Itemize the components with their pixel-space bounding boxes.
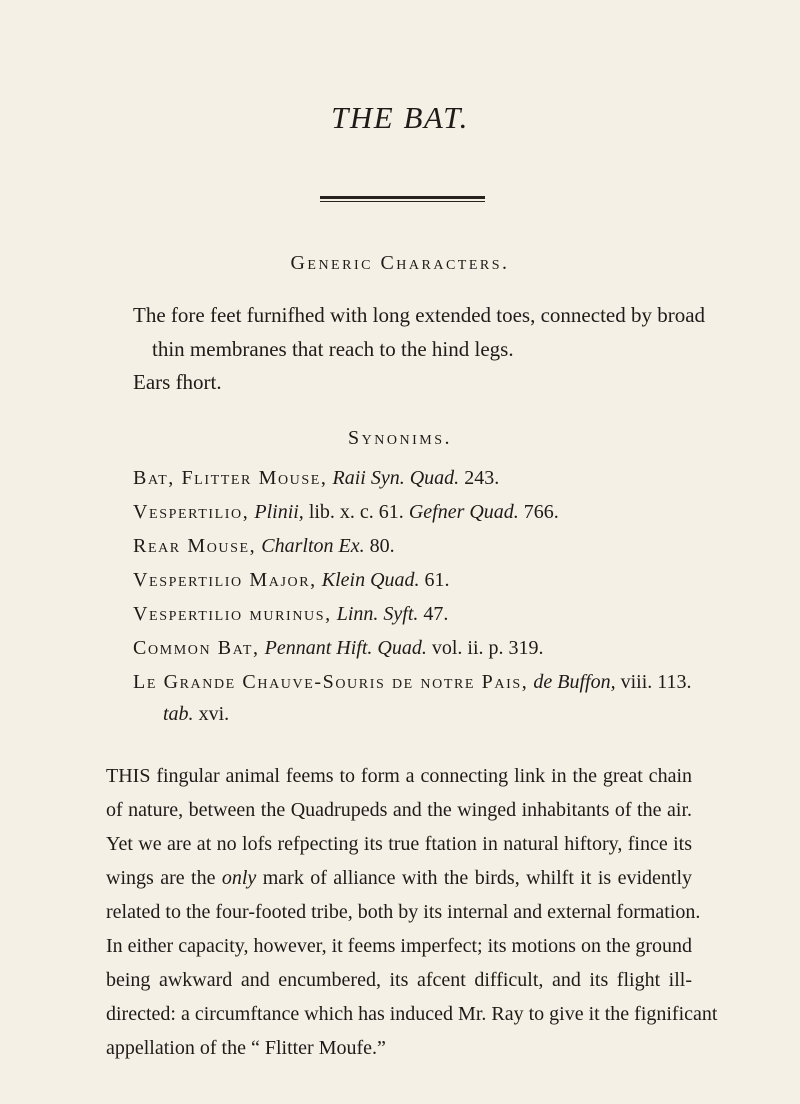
synonym-author: Klein Quad. (321, 569, 420, 591)
synonym-ref: 61. (424, 569, 450, 591)
synonym-entry (163, 704, 229, 724)
body-line-4 (106, 868, 692, 888)
synonym-ref: 80. (369, 535, 395, 557)
synonym-author: Linn. Syft. (336, 603, 419, 625)
generic-characters-heading: Generic Characters. (290, 252, 510, 274)
body-line-7: being awkward and encumbered, its afcent difficult, and its flight ill- (106, 969, 692, 991)
synonym-entry (133, 672, 692, 692)
synonym-author: Charlton Ex. (261, 535, 365, 557)
page-title: THE BAT. (331, 100, 469, 135)
synonym-entry (133, 570, 450, 590)
synonims-heading: Synonims. (348, 427, 452, 449)
generic-line-3: Ears fhort. (133, 370, 222, 394)
synonym-name: Vespertilio Major, (133, 569, 317, 591)
body-line-1: THIS fingular animal feems to form a connecting link in the great chain (106, 765, 692, 787)
synonym-author: de Buffon, (533, 671, 616, 693)
synonym-author: tab. (163, 703, 194, 725)
synonym-entry (133, 502, 559, 522)
synonym-entry (133, 468, 499, 488)
synonym-name: Vespertilio murinus, (133, 603, 332, 625)
synonym-name: Common Bat, (133, 637, 260, 659)
synonym-entry (133, 604, 448, 624)
synonym-name: Vespertilio, (133, 501, 250, 523)
generic-line-2: thin membranes that reach to the hind legs. (152, 337, 514, 361)
synonym-ref: lib. x. c. 61. (308, 501, 404, 523)
body-line-4-emphasis: only (221, 867, 257, 889)
title-rule-thin (320, 201, 485, 202)
body-line-4-part-2: mark of alliance with the birds, whilft it is evidently (262, 867, 693, 889)
body-line-3: Yet we are at no lofs refpecting its true ftation in natural hiftory, fince its (106, 833, 692, 855)
body-line-5: related to the four-footed tribe, both by its internal and external formation. (106, 901, 701, 923)
synonym-name: Rear Mouse, (133, 535, 257, 557)
body-line-8: directed: a circumftance which has induced Mr. Ray to give it the fignificant (106, 1003, 718, 1025)
synonym-name: Le Grande Chauve-Souris de notre Pais, (133, 671, 529, 693)
synonym-author: Raii Syn. Quad. (332, 467, 460, 489)
body-line-2: of nature, between the Quadrupeds and the winged inhabitants of the air. (106, 799, 692, 821)
synonym-entry (133, 536, 395, 556)
synonym-entry (133, 638, 544, 658)
synonym-author: Pennant Hift. Quad. (264, 637, 427, 659)
synonym-ref: vol. ii. p. 319. (431, 637, 544, 659)
synonym-name: Bat, Flitter Mouse, (133, 467, 328, 489)
synonym-ref: 243. (464, 467, 500, 489)
body-line-4-part-1: wings are the (106, 867, 216, 889)
synonym-ref: 47. (423, 603, 449, 625)
synonym-author-2: Gefner Quad. (408, 501, 519, 523)
body-line-9: appellation of the “ Flitter Moufe.” (106, 1037, 386, 1059)
body-line-6: In either capacity, however, it feems imperfect; its motions on the ground (106, 935, 693, 957)
synonym-ref: viii. 113. (620, 671, 692, 693)
synonym-author: Plinii, (254, 501, 304, 523)
synonym-ref: xvi. (198, 703, 230, 725)
synonym-ref-2: 766. (523, 501, 559, 523)
title-rule (320, 196, 485, 199)
generic-line-1: The fore feet furnifhed with long extended toes, connected by broad (133, 303, 706, 327)
